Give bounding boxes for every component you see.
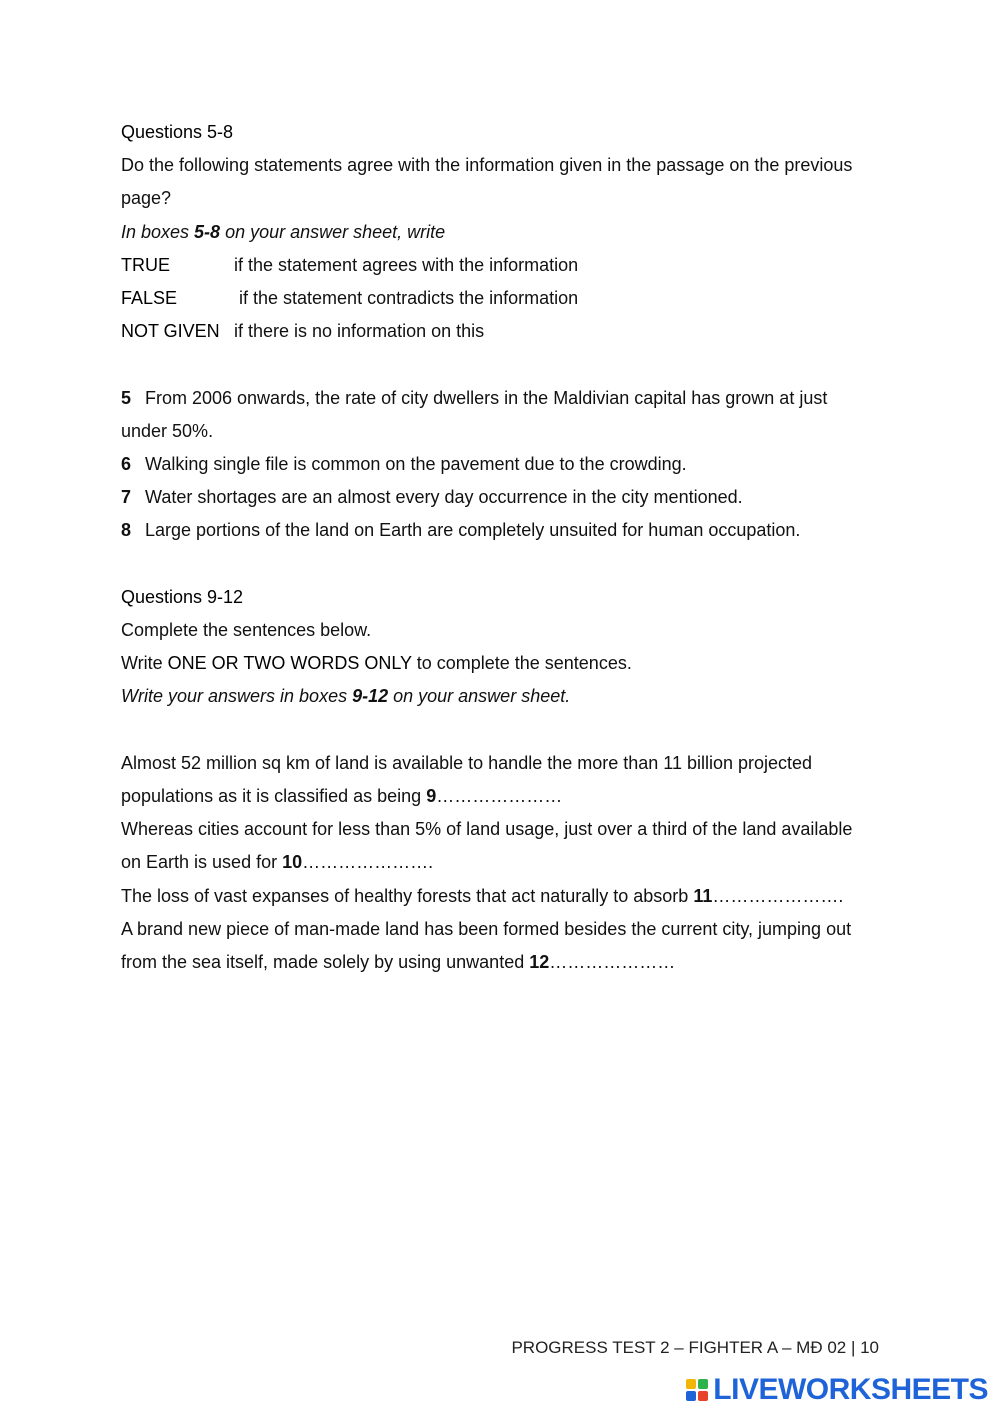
- sentence-text: Whereas cities account for less than 5% of land usage, just over a third of the land available: [121, 819, 853, 840]
- answer-number: 9: [426, 786, 437, 807]
- question-text: Large portions of the land on Earth are completely unsuited for human occupation.: [145, 520, 801, 541]
- answer-number: 10: [282, 852, 303, 873]
- question-8: [121, 514, 891, 547]
- question-text-continued: under 50%.: [121, 420, 214, 441]
- spacer: [121, 714, 891, 747]
- instruction-line-2: page?: [121, 188, 172, 209]
- sentence-10: [121, 813, 891, 879]
- question-7: [121, 481, 891, 514]
- question-text: Walking single file is common on the pavement due to the crowding.: [145, 454, 687, 475]
- instruction-line-2: Write ONE OR TWO WORDS ONLY to complete the sentences.: [121, 653, 632, 674]
- key-row-true: [121, 249, 891, 282]
- sentence-text: Almost 52 million sq km of land is available to handle the more than 11 billion projected: [121, 752, 813, 773]
- page-footer: PROGRESS TEST 2 – FIGHTER A – MĐ 02 | 10: [511, 1338, 879, 1357]
- sentence-11: [121, 880, 891, 913]
- question-number: 7: [121, 487, 132, 508]
- sentence-12: [121, 913, 891, 979]
- question-text: Water shortages are an almost every day occurrence in the city mentioned.: [145, 487, 743, 508]
- key-row-not-given: [121, 315, 891, 348]
- instruction-line-1: Complete the sentences below.: [121, 620, 372, 641]
- section-heading-5-8: Questions 5-8: [121, 122, 234, 142]
- spacer: [121, 548, 891, 581]
- sentence-text-continued: from the sea itself, made solely by using unwanted: [121, 952, 530, 973]
- question-number: 6: [121, 454, 132, 475]
- worksheet-page: [121, 116, 891, 979]
- key-term: NOT GIVEN: [121, 321, 220, 342]
- section-heading-9-12: Questions 9-12: [121, 586, 244, 607]
- brand-text: LIVEWORKSHEETS: [713, 1373, 988, 1406]
- key-description: if the statement agrees with the information: [234, 254, 579, 275]
- question-text: From 2006 onwards, the rate of city dwellers in the Maldivian capital has grown at just: [145, 387, 828, 408]
- key-description: if there is no information on this: [234, 321, 485, 342]
- answer-blank[interactable]: …………………: [436, 786, 563, 807]
- logo-square: [686, 1379, 696, 1389]
- liveworksheets-brand[interactable]: [686, 1373, 988, 1407]
- liveworksheets-logo-icon: [686, 1379, 708, 1401]
- sentence-text: The loss of vast expanses of healthy forests that act naturally to absorb: [121, 885, 694, 906]
- question-5: [121, 382, 891, 448]
- answer-number: 11: [693, 885, 713, 906]
- logo-square: [698, 1391, 708, 1401]
- spacer: [121, 348, 891, 381]
- emphasis-text: ONE OR TWO WORDS ONLY: [167, 653, 412, 674]
- instruction-italic: In boxes 5-8 on your answer sheet, write: [121, 221, 446, 242]
- sentence-text-continued: populations as it is classified as being: [121, 786, 427, 807]
- answer-blank[interactable]: ………………….: [302, 852, 434, 873]
- logo-square: [686, 1391, 696, 1401]
- key-description: if the statement contradicts the information: [234, 288, 579, 309]
- key-term: FALSE: [121, 288, 178, 309]
- key-row-false: [121, 282, 891, 315]
- question-number: 5: [121, 387, 132, 408]
- question-number: 8: [121, 520, 132, 541]
- logo-square: [698, 1379, 708, 1389]
- instruction-italic: Write your answers in boxes 9-12 on your answer sheet.: [121, 686, 571, 707]
- answer-blank[interactable]: ………………….: [712, 885, 844, 906]
- sentence-9: [121, 747, 891, 813]
- sentence-text: A brand new piece of man-made land has been formed besides the current city, jumping out: [121, 918, 852, 939]
- question-6: [121, 448, 891, 481]
- sentence-text-continued: on Earth is used for: [121, 852, 283, 873]
- key-term: TRUE: [121, 254, 170, 275]
- answer-number: 12: [529, 952, 550, 973]
- instruction-line-1: Do the following statements agree with the information given in the passage on the previous: [121, 155, 853, 176]
- answer-blank[interactable]: …………………: [549, 952, 676, 973]
